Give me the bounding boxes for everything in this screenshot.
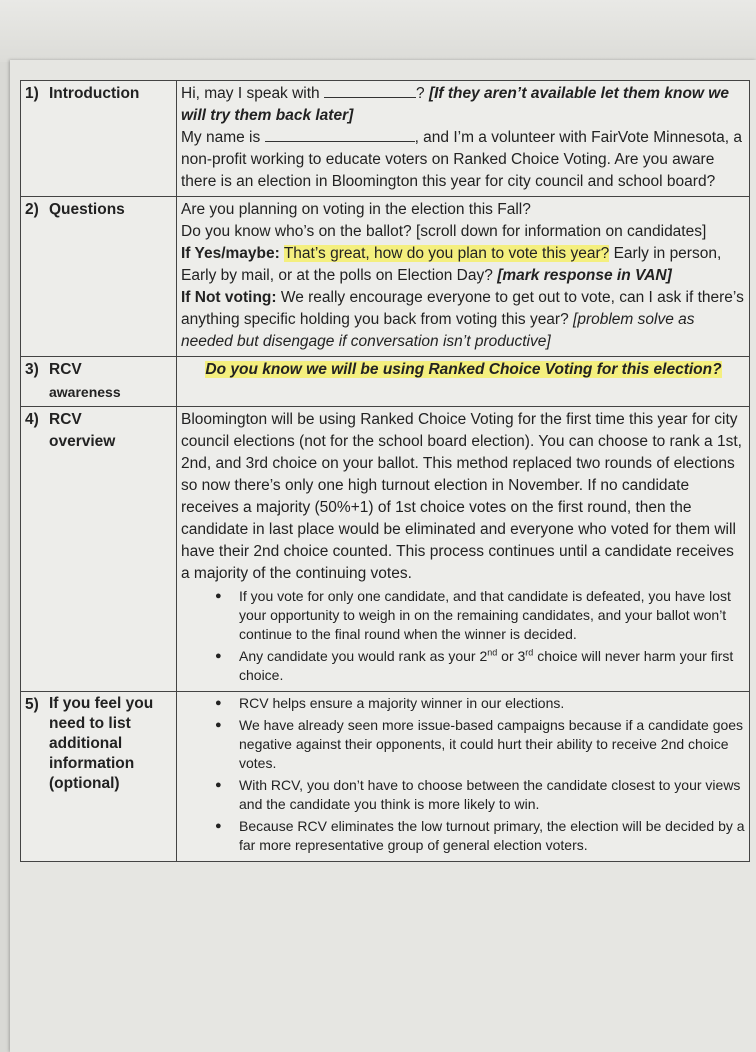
row-label-additional-info xyxy=(21,692,177,862)
row-label-text: Introduction xyxy=(49,85,140,102)
row-content-introduction xyxy=(177,81,750,197)
table-row-rcv-overview xyxy=(21,407,750,692)
row-label-text: RCV xyxy=(49,411,82,428)
row-number: 1) xyxy=(25,85,39,102)
list-item xyxy=(239,647,746,685)
list-item: ● We have already seen more issue-based campaigns because if a candidate goes negative against their opponents, it could hurt their ability to receive 2nd choice votes. xyxy=(239,716,746,773)
row-number: 4) xyxy=(25,411,39,428)
row-content-questions xyxy=(177,197,750,357)
list-item: ● With RCV, you don’t have to choose between the candidate closest to your views and the candidate you think is more likely to win. xyxy=(239,776,746,814)
row-label-text: RCV xyxy=(49,361,82,378)
question-ballot: Do you know who’s on the ballot? [scroll down for information on candidates] xyxy=(181,223,707,240)
row-sublabel: awareness xyxy=(49,384,121,400)
row-label-questions xyxy=(21,197,177,357)
bullet-text: or 3 xyxy=(497,648,526,664)
list-item: ● Because RCV eliminates the low turnout primary, the election will be decided by a far more representative group of general election voters. xyxy=(239,817,746,855)
intro-greeting: Hi, may I speak with xyxy=(181,85,324,102)
intro-my-name: My name is xyxy=(181,129,265,146)
bullet-text: Any candidate you would rank as your 2 xyxy=(239,648,488,664)
not-voting-text: We really encourage everyone to get out to vote, can I ask if there’s anything specific holding you back from voting this year? xyxy=(181,289,744,328)
row-content-rcv-overview xyxy=(177,407,750,692)
table-row-rcv-awareness xyxy=(21,357,750,407)
row-sublabel: overview xyxy=(49,433,116,450)
bullet-text: choice will never harm your first choice. xyxy=(239,648,734,683)
additional-info-bullets xyxy=(181,694,746,855)
list-item: ● If you vote for only one candidate, and that candidate is defeated, you have lost your opportunity to weigh in on the remaining candidates, and your ballot won’t continue to the final round when the winner is decided. xyxy=(239,587,746,644)
yes-maybe-note: [mark response in VAN] xyxy=(497,267,672,284)
row-content-additional-info xyxy=(177,692,750,862)
row-number: 5) xyxy=(25,696,39,713)
row-content-rcv-awareness xyxy=(177,357,750,407)
list-item: ● RCV helps ensure a majority winner in our elections. xyxy=(239,694,746,713)
row-label-text: Questions xyxy=(49,201,125,218)
not-voting-label: If Not voting: xyxy=(181,289,277,306)
row-label-rcv-awareness xyxy=(21,357,177,407)
intro-body: , and I’m a volunteer with FairVote Minnesota, a non-profit working to educate voters on Ranked Choice Voting. Are you aware there is an election in Bloomington this year for city council and school board? xyxy=(181,129,742,190)
superscript: rd xyxy=(525,647,534,658)
call-script-table xyxy=(20,80,750,862)
name-blank xyxy=(324,83,416,98)
row-number: 2) xyxy=(25,201,39,218)
row-label-text: If you feel you need to list additional information (optional) xyxy=(49,695,154,792)
intro-question-mark: ? xyxy=(416,85,429,102)
rcv-overview-paragraph: Bloomington will be using Ranked Choice Voting for the first time this year for city council elections (not for the school board election). You can choose to rank a 1st, 2nd, and 3rd choice on your ballot. This method replaced two rounds of elections so now there’s only one high turnout election in November. If no candidate receives a majority (50%+1) of 1st choice votes on the first round, then the candidate in last place would be eliminated and everyone who voted for them will have their 2nd choice counted. This process continues until a candidate receives a majority of the continuing votes. xyxy=(181,411,742,582)
rcv-overview-bullets xyxy=(181,587,746,685)
row-label-introduction xyxy=(21,81,177,197)
row-number: 3) xyxy=(25,361,39,378)
monitor-top-edge xyxy=(0,0,756,62)
table-row-introduction xyxy=(21,81,750,197)
table-row-additional-info xyxy=(21,692,750,862)
question-voting: Are you planning on voting in the election this Fall? xyxy=(181,201,531,218)
yes-maybe-text: Early in person, Early by mail, or at the polls on Election Day? xyxy=(181,245,722,284)
rcv-awareness-question: Do you know we will be using Ranked Choice Voting for this election? xyxy=(205,361,722,378)
table-row-questions xyxy=(21,197,750,357)
row-label-rcv-overview xyxy=(21,407,177,692)
yes-maybe-label: If Yes/maybe: xyxy=(181,245,280,262)
volunteer-name-blank xyxy=(265,127,415,142)
superscript: nd xyxy=(487,647,498,658)
not-voting-note: [problem solve as needed but disengage if conversation isn’t productive] xyxy=(181,311,695,350)
intro-note: [If they aren’t available let them know we will try them back later] xyxy=(181,85,729,124)
yes-maybe-highlight: That’s great, how do you plan to vote this year? xyxy=(283,245,610,262)
